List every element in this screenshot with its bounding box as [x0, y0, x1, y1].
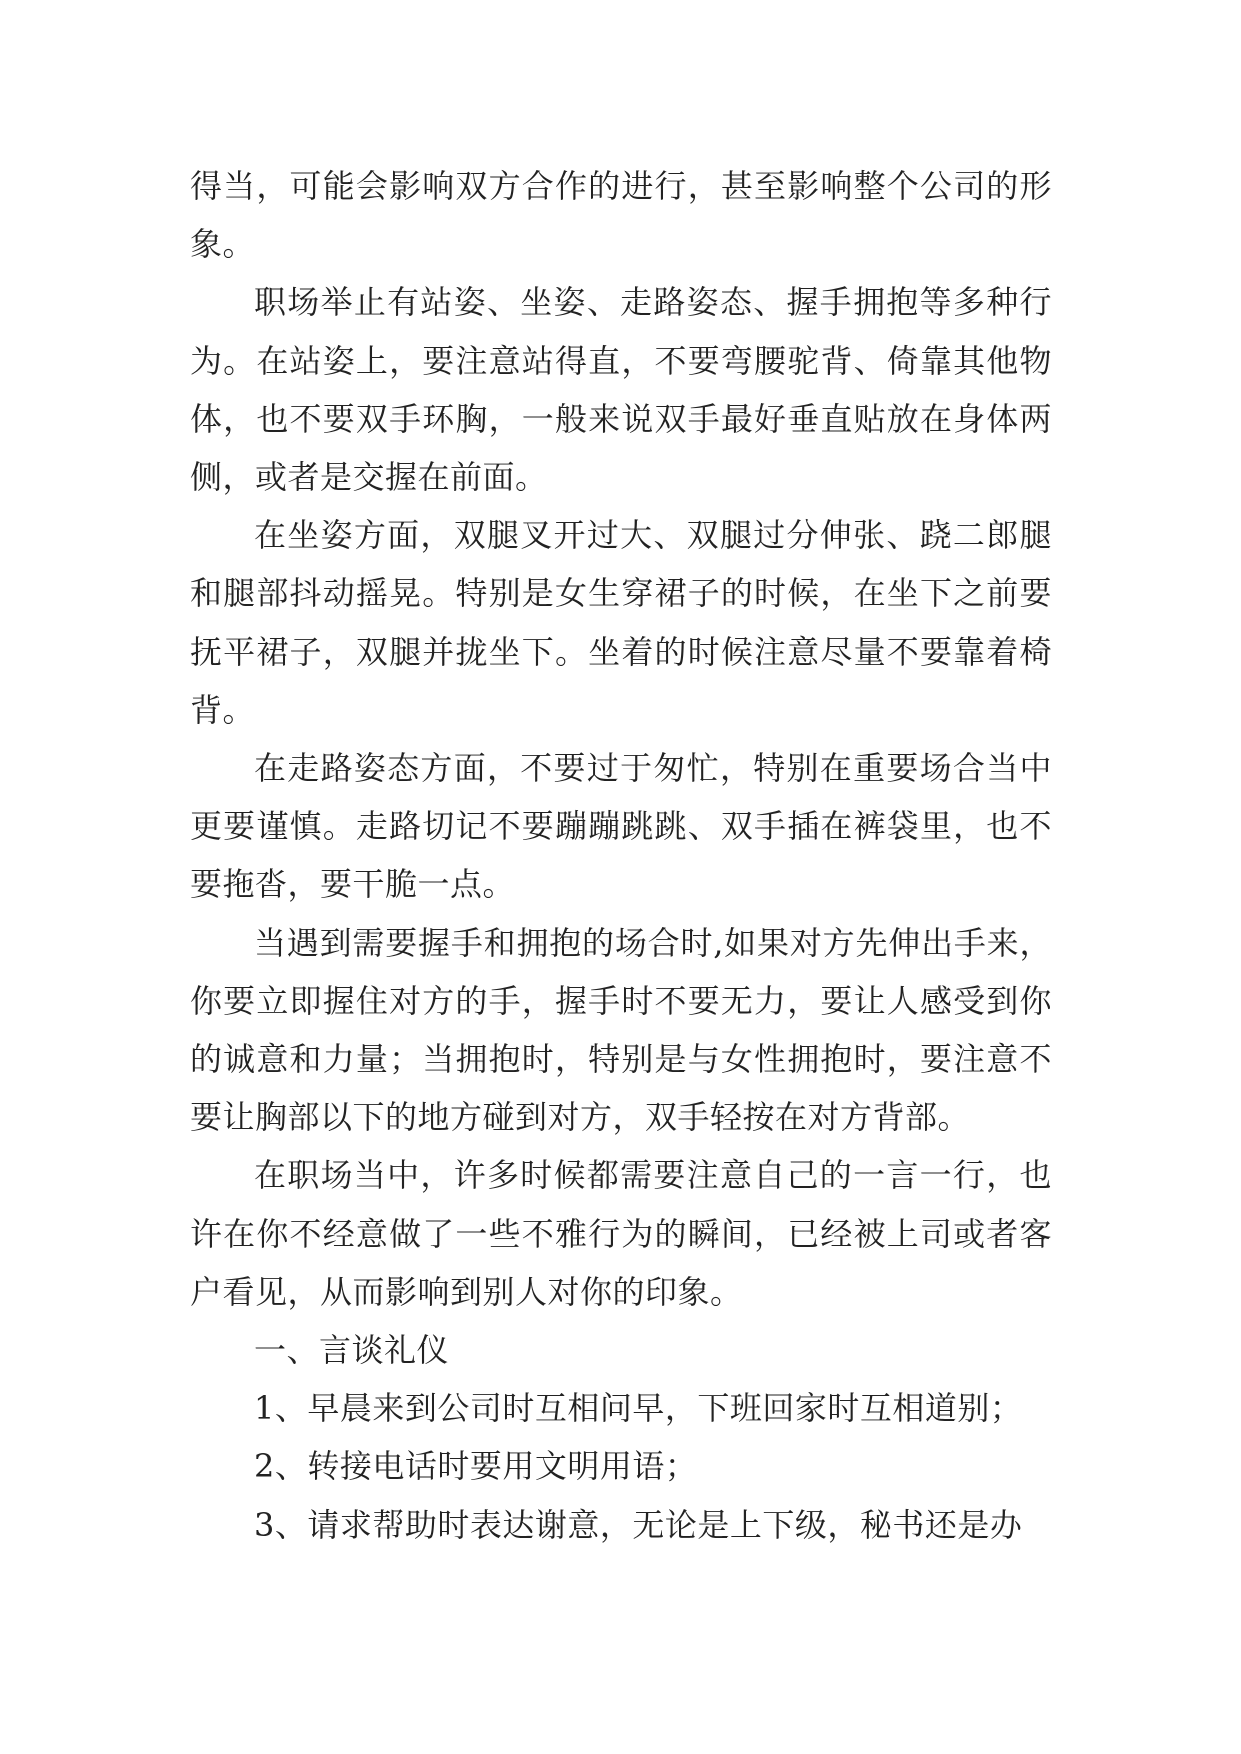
paragraph: 在职场当中，许多时候都需要注意自己的一言一行，也许在你不经意做了一些不雅行为的瞬间，已经被上司或者客户看见，从而影响到别人对你的印象。	[190, 1156, 1052, 1311]
paragraph: 在走路姿态方面，不要过于匆忙，特别在重要场合当中更要谨慎。走路切记不要蹦蹦跳跳、双手插在裤袋里，也不要拖沓，要干脆一点。	[190, 749, 1052, 904]
paragraph: 得当，可能会影响双方合作的进行，甚至影响整个公司的形象。	[190, 167, 1052, 264]
list-item: 2、转接电话时要用文明用语；	[254, 1447, 698, 1486]
paragraph: 职场举止有站姿、坐姿、走路姿态、握手拥抱等多种行为。在站姿上，要注意站得直，不要弯腰驼背、倚靠其他物体，也不要双手环胸，一般来说双手最好垂直贴放在身体两侧，或者是交握在前面。	[190, 283, 1052, 497]
section-heading: 一、言谈礼仪	[254, 1331, 450, 1370]
list-item: 1、早晨来到公司时互相问早，下班回家时互相道别；	[254, 1389, 1023, 1428]
paragraph: 在坐姿方面，双腿叉开过大、双腿过分伸张、跷二郎腿和腿部抖动摇晃。特别是女生穿裙子的时候，在坐下之前要抚平裙子，双腿并拢坐下。坐着的时候注意尽量不要靠着椅背。	[190, 516, 1052, 729]
paragraph: 当遇到需要握手和拥抱的场合时,如果对方先伸出手来，你要立即握住对方的手，握手时不要无力，要让人感受到你的诚意和力量；当拥抱时，特别是与女性拥抱时，要注意不要让胸部以下的地方碰到对方，双手轻按在对方背部。	[190, 923, 1052, 1137]
document-body	[190, 157, 1052, 1554]
list-item: 3、请求帮助时表达谢意，无论是上下级，秘书还是办	[254, 1505, 1023, 1544]
